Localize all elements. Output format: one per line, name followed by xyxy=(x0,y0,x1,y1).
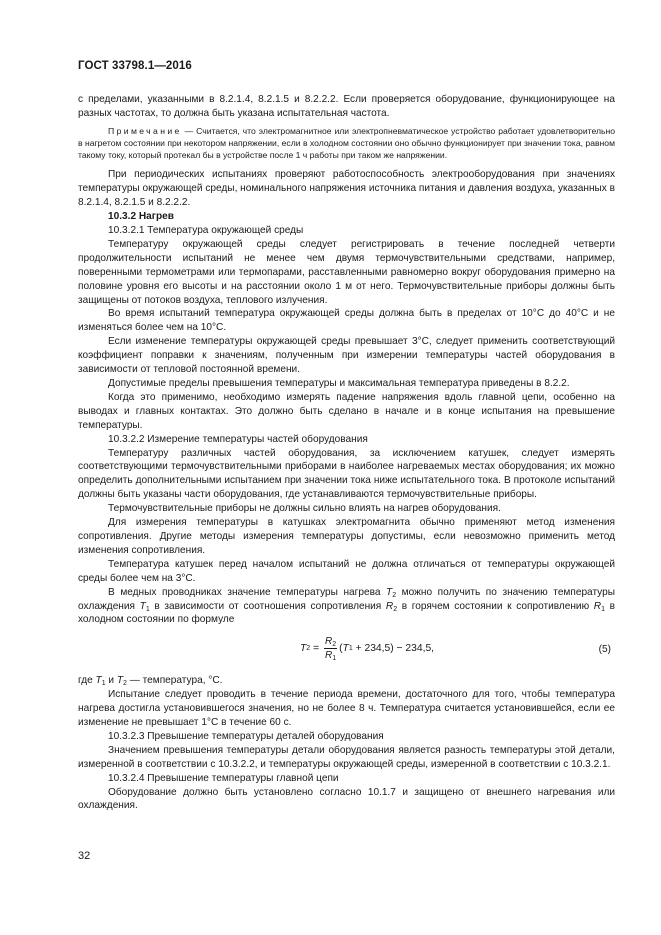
formula-fraction: $\frac{R_2}{R_1}$ xyxy=(324,636,337,663)
section-heading-10-3-2-2: 10.3.2.2 Измерение температуры частей оборудования xyxy=(108,433,368,445)
paragraph: Если изменение температуры окружающей среды превышает 3°С, следует применить соответствующий коэффициент поправки к значениям, полученным при измерении температуры частей оборудования в зависимости от тепловой постоянной времени. xyxy=(78,336,615,376)
paragraph: Во время испытаний температура окружающей среды должна быть в пределах от 10°С до 40°С и не изменяться более чем на 10°С. xyxy=(78,308,615,334)
note-label: Примечание xyxy=(108,125,182,136)
section-heading-10-3-2-1: 10.3.2.1 Температура окружающей среды xyxy=(108,225,304,237)
paragraph: Оборудование должно быть установлено согласно 10.1.7 и защищено от внешнего нагревания или охлаждения. xyxy=(78,786,615,812)
page-number: 32 xyxy=(78,850,91,862)
paragraph: При периодических испытаниях проверяют работоспособность электрооборудования при значениях температуры окружающей среды, номинального напряжения источника питания и давления воздуха, указанных в 8.2.1.4, 8.2.1.5 и 8.2.2.2. xyxy=(78,169,615,209)
paragraph: Значением превышения температуры детали оборудования является разность температуры этой детали, измеренной в соответствии с 10.3.2.2, и температуры окружающей среды, измеренной в соответствии с 10.3.2.1. xyxy=(78,744,615,770)
paragraph: Когда это применимо, необходимо измерять падение напряжения вдоль главной цепи, особенно на выводах и главных контактах. Это должно быть сделано в начале и в конце испытания на превышение температуры. xyxy=(78,391,615,431)
paragraph-formula-intro: В медных проводниках значение температуры нагрева $T_2$ можно получить по значению температуры охлаждения $T_1$ в зависимости от соотношения сопротивления $R_2$ в горячем состоянии к сопротивлению $R_1$ в холодном состоянии по формуле xyxy=(78,586,616,626)
paragraph: с пределами, указанными в 8.2.1.4, 8.2.1.5 и 8.2.2.2. Если проверяется оборудование, функционирующее на разных частотах, то должна быть указана испытательная частота. xyxy=(78,94,615,119)
paragraph: Температуру окружающей среды следует регистрировать в течение последней четверти продолжительности испытаний не менее чем двумя термочувствительными средствами, например, поверенными термометрами или термопарами, расставленными равномерно вокруг оборудования примерно на половине уровня его высоты и на расстоянии около 1 м от него. Термочувствительные приборы должны быть защищены от потоков воздуха, теплового излучения. xyxy=(78,238,615,306)
formula-legend: где $T_1$ и $T_2$ — температура, °С. xyxy=(78,675,223,688)
note xyxy=(78,125,615,162)
paragraph: Для измерения температуры в катушках электромагнита обычно применяют метод изменения сопротивления. Другие методы измерения температуры допустимы, если невозможно применить метод изменения сопротивления. xyxy=(78,517,615,556)
paragraph: Температуру различных частей оборудования, за исключением катушек, следует измерять соответствующими термочувствительными приборами в наиболее нагреваемых местах оборудования; их можно определить дополнительными испытанием при значении тока ниже испытательного тока. В протоколе испытаний должны быть указаны части оборудования, где устанавливаются термочувствительные приборы. xyxy=(78,447,615,501)
section-heading-10-3-2: 10.3.2 Нагрев xyxy=(108,211,174,223)
section-heading-10-3-2-4: 10.3.2.4 Превышение температуры главной цепи xyxy=(108,772,339,784)
paragraph: Допустимые пределы превышения температуры и максимальная температура приведены в 8.2.2. xyxy=(108,378,570,390)
paragraph: Испытание следует проводить в течение периода времени, достаточного для того, чтобы температура нагрева достигла установившегося значения, но не более 8 ч. Температура считается установившейся, если ее изменение не превышает 1°С в течение 60 с. xyxy=(78,689,615,729)
note-text: — Считается, что электромагнитное или электропневматическое устройство работает удовлетворительно в нагретом состоянии при некотором напряжении, если в холодном состоянии оно обычно функционирует при значении тока, равном такому току, который протекал бы в устройстве после 1 ч работы при таком же напряжении. xyxy=(78,125,615,161)
standard-header: ГОСТ 33798.1—2016 xyxy=(78,60,192,72)
formula-number: (5) xyxy=(598,644,611,656)
document-body xyxy=(78,93,615,813)
formula-5 xyxy=(78,630,615,668)
paragraph: Температура катушек перед началом испытаний не должна отличаться от температуры окружающей среды более чем на 3°С. xyxy=(78,558,615,584)
formula-expression: T 2 = $\frac{R_2}{R_1}$ ( T 1 + 234,5) − 234,5, xyxy=(300,636,435,663)
paragraph: Термочувствительные приборы не должны сильно влиять на нагрев оборудования. xyxy=(108,503,501,515)
section-heading-10-3-2-3: 10.3.2.3 Превышение температуры деталей оборудования xyxy=(108,730,384,742)
